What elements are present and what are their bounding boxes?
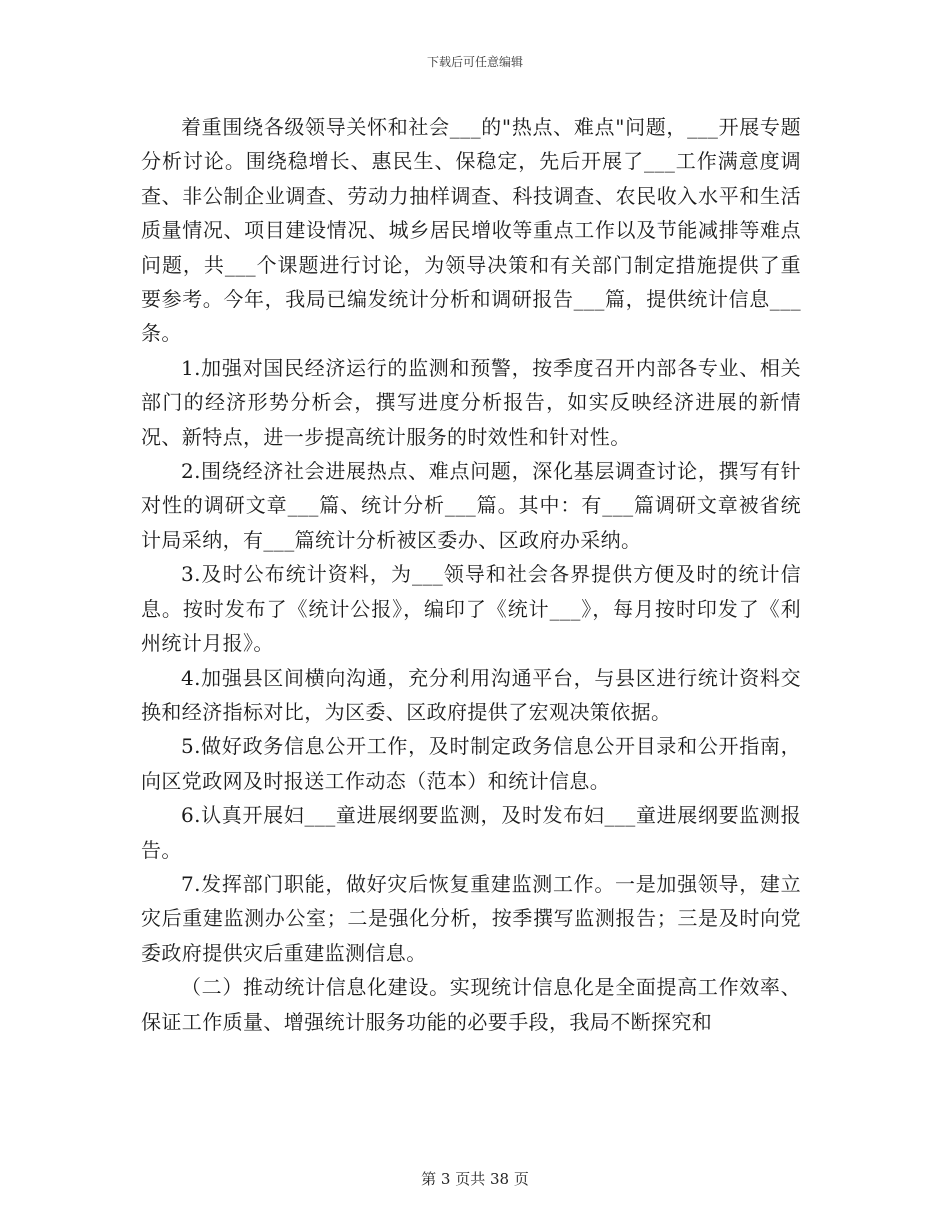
paragraph-item-2: 2.围绕经济社会进展热点、难点问题，深化基层调查讨论，撰写有针对性的调研文章___篇、统计分析___篇。其中：有___篇调研文章被省统计局采纳，有___篇统计分析被区委办、区政府办采纳。 xyxy=(141,459,801,552)
paragraph-item-5: 5.做好政务信息公开工作，及时制定政务信息公开目录和公开指南，向区党政网及时报送工作动态（范本）和统计信息。 xyxy=(141,734,801,793)
document-body xyxy=(141,110,801,1039)
paragraph-item-1: 1.加强对国民经济运行的监测和预警，按季度召开内部各专业、相关部门的经济形势分析会，撰写进度分析报告，如实反映经济进展的新情况、新特点，进一步提高统计服务的时效性和针对性。 xyxy=(141,355,801,449)
paragraph-item-7: 7.发挥部门职能，做好灾后恢复重建监测工作。一是加强领导，建立灾后重建监测办公室；二是强化分析，按季撰写监测报告；三是及时向党委政府提供灾后重建监测信息。 xyxy=(141,871,801,965)
page-number-footer: 第 3 页共 38 页 xyxy=(421,1170,529,1188)
paragraph-item-4: 4.加强县区间横向沟通，充分利用沟通平台，与县区进行统计资料交换和经济指标对比，为区委、区政府提供了宏观决策依据。 xyxy=(141,665,801,724)
paragraph-item-3: 3.及时公布统计资料，为___领导和社会各界提供方便及时的统计信息。按时发布了《统计公报》，编印了《统计___》，每月按时印发了《利州统计月报》。 xyxy=(141,562,801,656)
paragraph-item-6: 6.认真开展妇___童进展纲要监测，及时发布妇___童进展纲要监测报告。 xyxy=(141,803,801,862)
paragraph-intro: 着重围绕各级领导关怀和社会___的"热点、难点"问题，___开展专题分析讨论。围绕稳增长、惠民生、保稳定，先后开展了___工作满意度调查、非公制企业调查、劳动力抽样调查、科技调查、农民收入水平和生活质量情况、项目建设情况、城乡居民增收等重点工作以及节能减排等难点问题，共___个课题进行讨论，为领导决策和有关部门制定措施提供了重要参考。今年，我局已编发统计分析和调研报告___篇，提供统计信息___条。 xyxy=(141,115,801,346)
paragraph-section-2: （二）推动统计信息化建设。实现统计信息化是全面提高工作效率、保证工作质量、增强统计服务功能的必要手段，我局不断探究和 xyxy=(141,975,801,1034)
header-note: 下载后可任意编辑 xyxy=(426,55,523,69)
